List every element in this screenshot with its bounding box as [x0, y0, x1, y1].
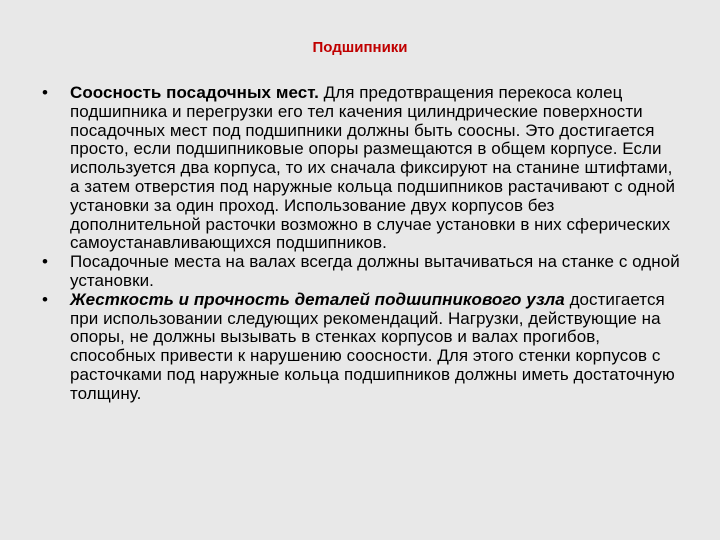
list-item-lead: Соосность посадочных мест. — [70, 83, 319, 102]
list-item-lead: Жесткость и прочность деталей подшипникового узла — [70, 289, 565, 309]
bullet-icon: • — [42, 289, 49, 309]
list-item — [30, 253, 680, 291]
list-item — [30, 84, 680, 253]
bullet-list — [30, 84, 680, 404]
list-item-text: достигается при использовании следующих рекомендаций. Нагрузки, действующие на опоры, не должны вызывать в стенках корпусов и валах прогибов, способных привести к нарушению соосности. Для этого стенки корпусов с расточками под наружные кольца подшипников должны иметь достаточную толщину. — [70, 289, 675, 403]
list-item-text: Для предотвращения перекоса колец подшипника и перегрузки его тел качения цилиндрические поверхности посадочных мест под подшипники должны быть соосны. Это достигается просто, если подшипниковые опоры размещаются в общем корпусе. Если используется два корпуса, то их сначала фиксируют на станине штифтами, а затем отверстия под наружные кольца подшипников растачивают с одной установки за один проход. Использование двух корпусов без дополнительной расточки возможно в случае установки в них сферических самоустанавливающихся подшипников. — [70, 83, 676, 253]
slide-title: Подшипники — [312, 39, 408, 56]
bullet-icon: • — [42, 252, 49, 272]
list-item-text: Посадочные места на валах всегда должны вытачиваться на станке с одной установки. — [70, 252, 680, 290]
bullet-icon: • — [42, 83, 49, 102]
list-item — [30, 291, 680, 404]
